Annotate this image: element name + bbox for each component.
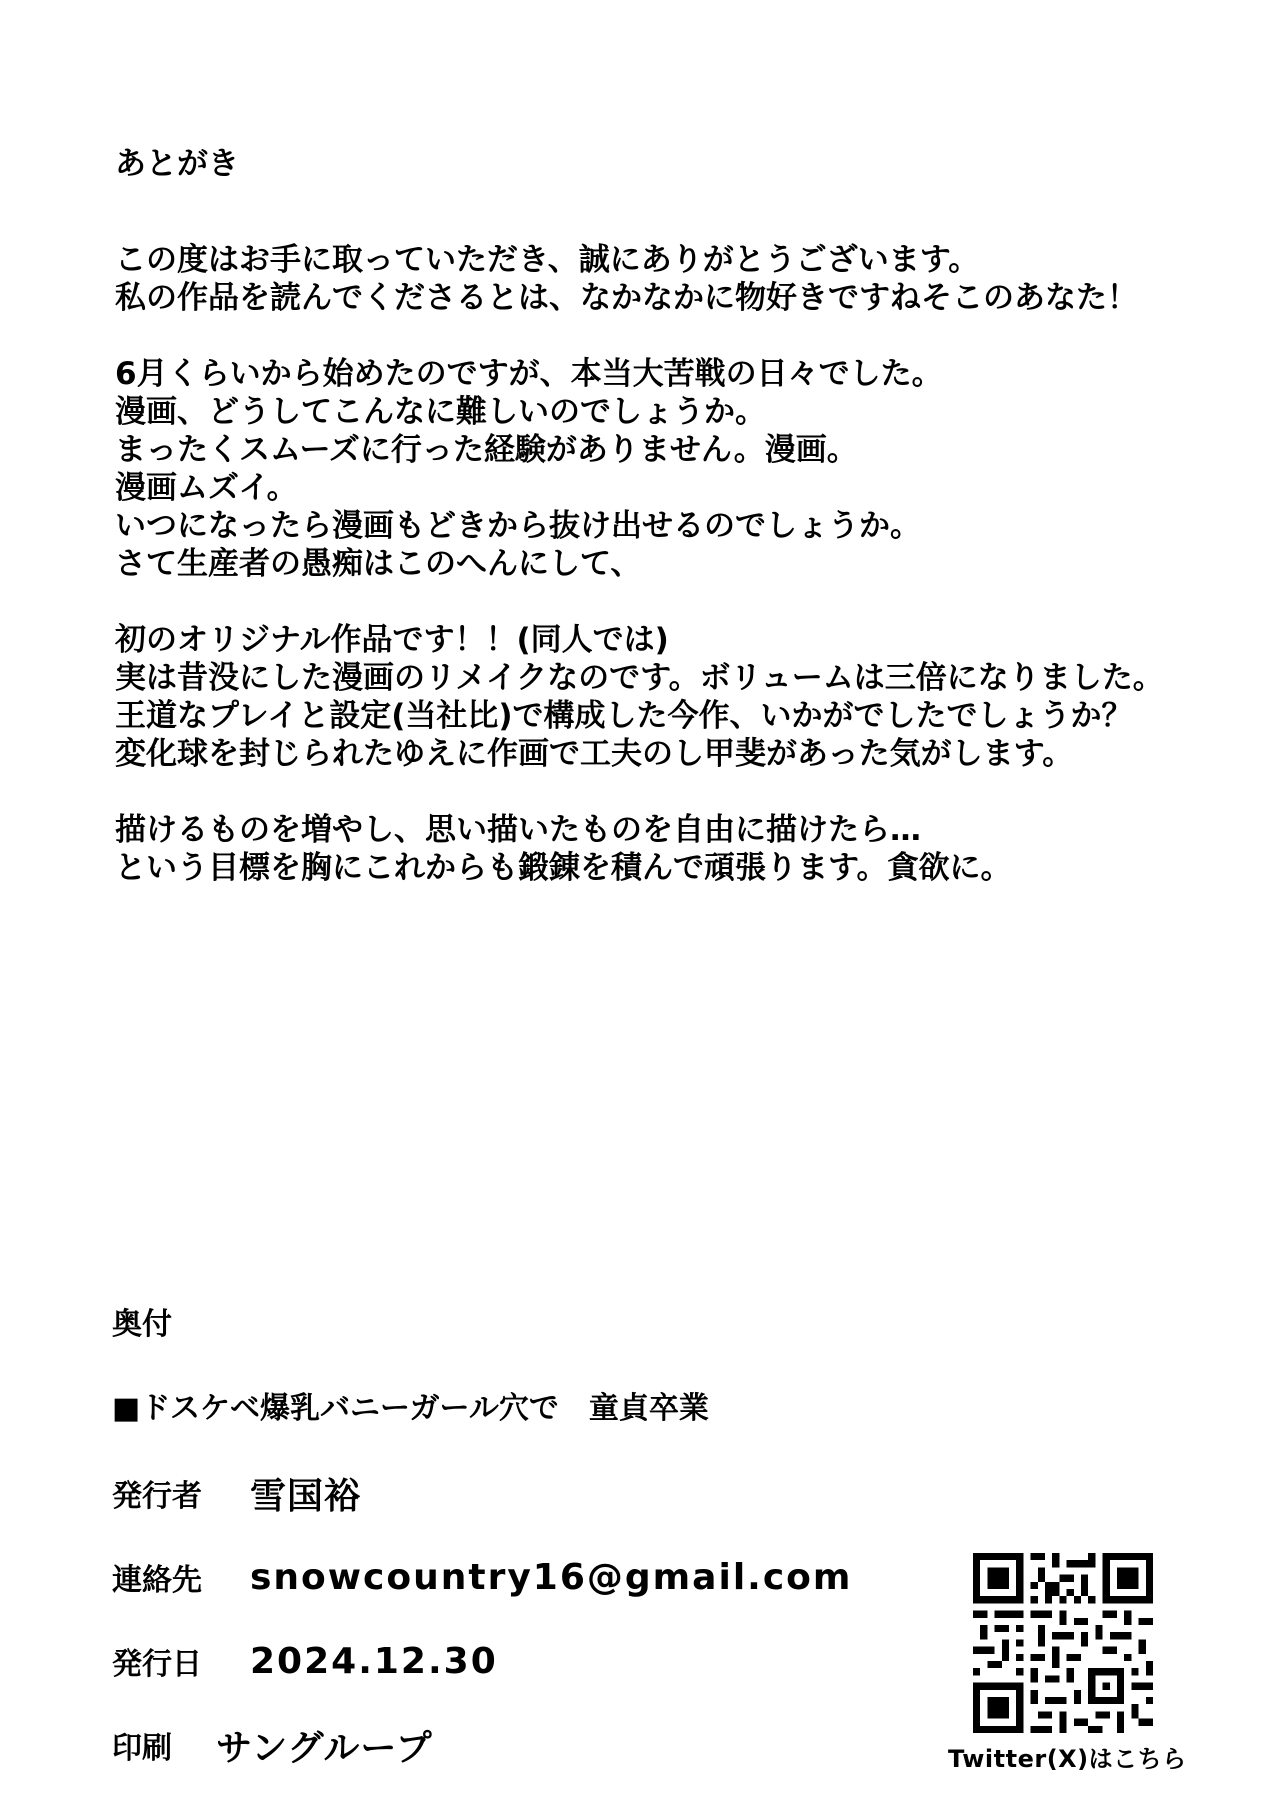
afterword-line: 実は昔没にした漫画のリメイクなのです。ボリュームは三倍になりました。: [115, 660, 1164, 696]
contact-row: [112, 1555, 912, 1599]
afterword-line: 描けるものを増やし、思い描いたものを自由に描けたら…: [115, 812, 921, 848]
afterword-section: [115, 145, 1265, 887]
afterword-line: 私の作品を読んでくださるとは、なかなかに物好きですねそこのあなた！: [115, 280, 1138, 316]
colophon-section: [112, 1303, 912, 1807]
afterword-line: 漫画ムズイ。: [115, 470, 298, 506]
publisher-label: 発行者: [112, 1479, 202, 1514]
qr-block: [948, 1553, 1187, 1774]
date-label: 発行日: [112, 1647, 202, 1682]
publisher-row: [112, 1471, 912, 1515]
publisher-value: 雪国裕: [250, 1475, 362, 1517]
contact-email: snowcountry16@gmail.com: [250, 1556, 853, 1598]
afterword-line: この度はお手に取っていただき、誠にありがとうございます。: [115, 242, 980, 278]
afterword-line: いつになったら漫画もどきから抜け出せるのでしょうか。: [115, 508, 921, 544]
afterword-line: 王道なプレイと設定(当社比)で構成した今作、いかがでしたでしょうか？: [115, 698, 1133, 734]
qr-code-icon[interactable]: [973, 1553, 1153, 1733]
print-value: サングループ: [216, 1727, 433, 1769]
date-row: [112, 1639, 912, 1683]
afterword-line: 漫画、どうしてこんなに難しいのでしょうか。: [115, 394, 766, 430]
afterword-line: さて生産者の愚痴はこのへんにして、: [115, 546, 642, 582]
contact-label: 連絡先: [112, 1563, 202, 1598]
afterword-line: 変化球を封じられたゆえに作画で工夫のし甲斐があった気がします。: [115, 736, 1074, 772]
print-label: 印刷: [112, 1731, 172, 1766]
afterword-line: まったくスムーズに行った経験がありません。漫画。: [115, 432, 858, 468]
work-title: ■ドスケベ爆乳バニーガール穴で 童貞卒業: [112, 1391, 709, 1426]
colophon-heading: 奥付: [112, 1307, 172, 1342]
print-row: [112, 1723, 912, 1767]
afterword-line: という目標を胸にこれからも鍛錬を積んで頑張ります。貪欲に。: [115, 850, 1012, 886]
afterword-heading: あとがき: [115, 146, 239, 182]
qr-caption: Twitter(X)はこちら: [948, 1745, 1187, 1773]
afterword-line: 6月くらいから始めたのですが、本当大苦戦の日々でした。: [115, 356, 943, 392]
afterword-line: 初のオリジナル作品です！！(同人では): [115, 622, 669, 658]
date-value: 2024.12.30: [250, 1640, 498, 1682]
